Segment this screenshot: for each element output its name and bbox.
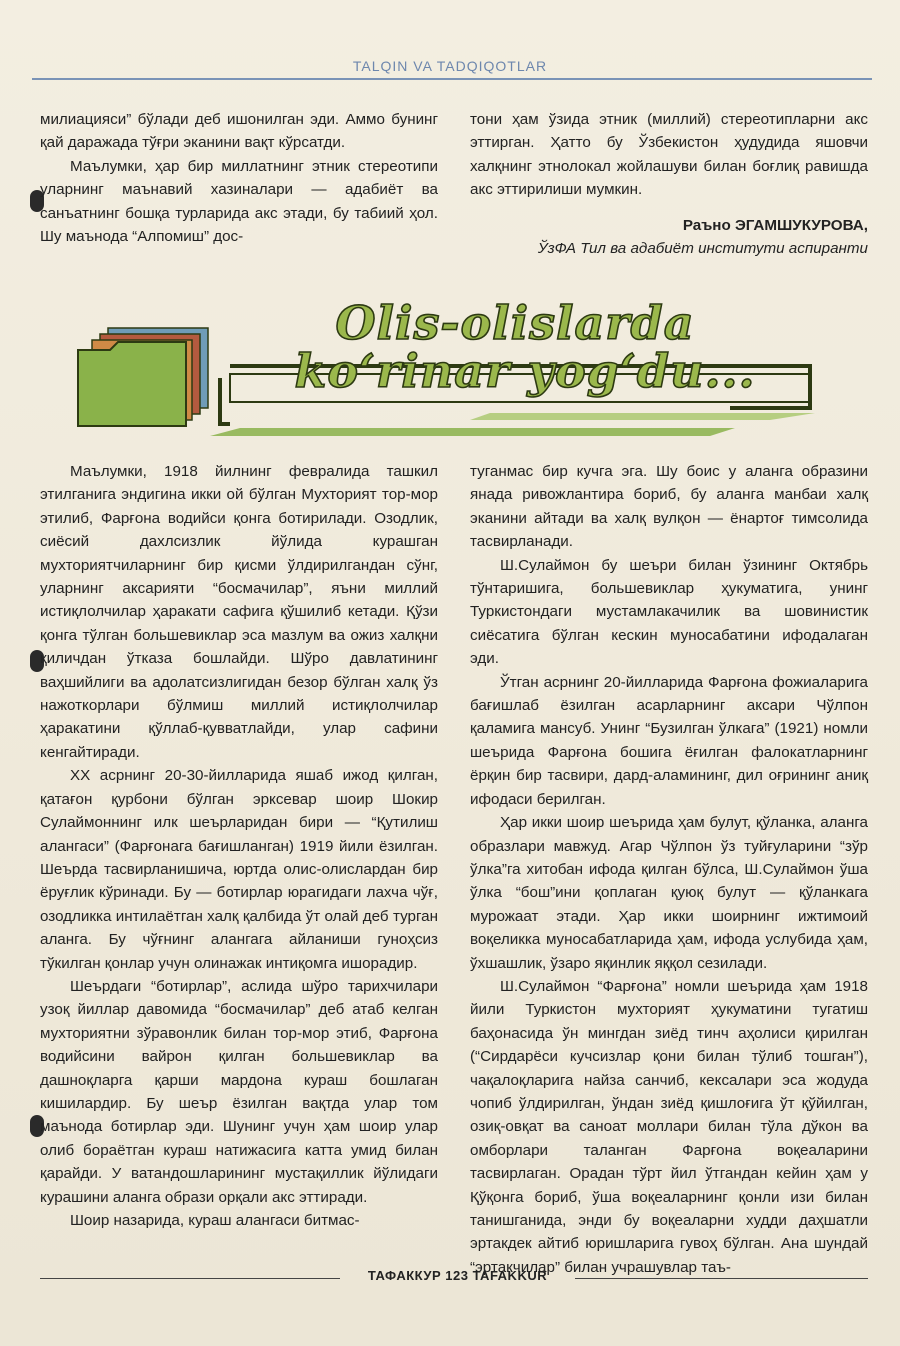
paragraph: Ш.Сулаймон “Фарғона” номли шеърида ҳам 1918 йили Туркистон мухторият ҳукуматини тугатиш баҳонасида ўн мингдан зиёд тинч аҳолиси қирилган (“Сирдарёси кучсизлар қони билан тўлиб тошган”), чақалоқларига найза санчиб, кексалари эса жодуда чопиб ўлдирилган, ўндан зиёд қишлоғига ўт қўйилган, озиқ-овқат ва саноат моллари билан тўла дўкон ва омборлари таланган Фарғона воқеаларини тасвирлаган. Орадан тўрт йил ўтгандан кейин ҳам у Қўқонга бориб, ўша воқеаларнинг қонли изи билан танишганида, энди бу воқеаларни худди даҳшатли эртакдек айтиб юришларига гувоҳ бўлган. Ана шундай “эртакчилар” билан учрашувлар таъ- xyxy=(470,977,868,1276)
paragraph: Маълумки, ҳар бир миллатнинг этник стереотипи уларнинг маънавий хазиналари — адабиёт ва санъатнинг бошқа турларида акс этади, бу табиий ҳол. Шу маънода “Алпомиш” дос- xyxy=(40,157,438,246)
header-rule xyxy=(32,78,872,80)
footer-folio: ТАФАККУР 123 TAFAKKUR xyxy=(367,1268,548,1283)
paragraph: Ҳар икки шоир шеърида ҳам булут, қўланка, аланга образлари мавжуд. Агар Чўлпон ўз туйғуларини “зўр ўлка”га хитобан ифода қилган бўлса, Ш.Сулаймон ўша ўлка “бош”ини қоплаган қуюқ булут — қўланкага мурожаат этади. Ҳар икки шоирнинг ижтимоий воқеликка муносабатларида ҳам, ифода услубида ҳам, ўхшашлик, ўзаро яқинлик яққол сезилади. xyxy=(470,814,868,972)
footer-rule xyxy=(575,1278,868,1279)
paragraph: тони ҳам ўзида этник (миллий) стереотипларни акс эттирган. Ҳатто бу Ўзбекистон ҳудудида яшовчи халқнинг этнолокал жойлашуви билан боғлиқ равишда акс эттирилиши мумкин. xyxy=(470,111,868,199)
paragraph: XX асрнинг 20-30-йилларида яшаб ижод қилган, қатағон қурбони бўлган эрксевар шоир Шокир Сулаймоннинг илк шеърларидан бири — “Қутилиш алангаси” (Фарғонага бағишланган) 1919 йили ёзилган. Шеърда тасвирланишича, юртда олис-олислардан бир ёруғлик кўринади. Бу — ботирлар юрагидаги лахча чўғ, озодликка интилаётган халқ қалбида ўт олай деб турган аланга. Бу чўғнинг алангага айланиши гуноҳсиз тўкилган қонлар учун олинажак интиқомга ишорадир. xyxy=(40,767,438,972)
paragraph: Шеърдаги “ботирлар”, аслида шўро тарихчилари узоқ йиллар давомида “босмачилар” деб атаб келган мухториятни зўравонлик билан тор-мор этиб, Фарғона водийсини вайрон қилган большевиклар ва дашноқларга қарши мардона кураш бошлаган кишилардир. Бу шеър ёзилган вақтда улар том маънода ботирлар эди. Шунинг учун ҳам шоир улар олиб бораётган кураш натижасига катта умид билан қарайди. У ватандошларининг мустақиллик йўлидаги курашини аланга образи орқали акс эттиради. xyxy=(40,977,438,1206)
top-right-column xyxy=(470,108,868,260)
author-affiliation: ЎзФА Тил ва адабиёт институти аспиранти xyxy=(537,240,868,258)
article-title-line1: Olis-olislarda xyxy=(335,296,695,350)
paragraph: Маълумки, 1918 йилнинг февралида ташкил этилганига эндигина икки ой бўлган Мухторият тор-мор этилиб, Фарғона водийси қонга ботирилади. Озодлик, сиёсий дахлсизлик йўлида курашган мухториятчиларнинг бир қисми ўлдирилгандан сўнг, уларнинг аксарияти “босмачилар”, яъни миллий истиқлолчилар ҳаракати сафига қўшилиб кетади. Қўзи қонга тўлган большевиклар эса мазлум ва ожиз халқни қиличдан ўтказа бошлайди. Шўро давлатининг ваҳшийлиги ва адолатсизлигидан безор бўлган халқ ўз нажоткорлари бўлмиш миллий истиқлолчилар ҳаракатини қўллаб-қувватлайди, улар сафини кенгайтиради. xyxy=(40,463,438,761)
article-title-banner xyxy=(70,288,840,448)
paragraph: Шоир назарида, кураш алангаси битмас- xyxy=(70,1212,360,1229)
paragraph: Ш.Сулаймон бу шеъри билан ўзининг Октябрь тўнтаришига, большевиклар ҳукуматига, унинг Туркистондаги мустамлакачилик ва шовинистик сиёсатига бўлган кескин муносабатини ифодалаган эди. xyxy=(470,556,868,668)
paragraph: Ўтган асрнинг 20-йилларида Фарғона фожиаларига бағишлаб ёзилган асарларнинг аксари Чўлпон қаламига мансуб. Унинг “Бузилган ўлкага” (1921) номли шеърида Фарғона бошига ёғилган фалокатларнинг ёрқин бир тасвири, дард-аламининг, дил оғрининг аниқ ифодаси берилган. xyxy=(470,673,868,808)
top-left-column xyxy=(40,108,438,248)
article-title-line2: ko‘rinar yog‘du... xyxy=(294,344,756,398)
running-head: TALQIN VA TADQIQOTLAR xyxy=(352,58,548,74)
author-name: Раъно ЭГАМШУКУРОВА, xyxy=(682,216,868,234)
footer-rule xyxy=(40,1278,340,1279)
left-column xyxy=(40,460,438,1232)
paragraph: милиацияси” бўлади деб ишонилган эди. Аммо бунинг қай даражада тўғри эканини вақт кўрсатди. xyxy=(40,111,438,152)
right-column xyxy=(470,460,868,1279)
paragraph: туганмас бир кучга эга. Шу боис у аланга образини янада ривожлантира бориб, бу аланга манбаи халқ эканини айтади ва халқ вулқон — ёнартоғ тимсолида тасвирланади. xyxy=(470,463,868,551)
